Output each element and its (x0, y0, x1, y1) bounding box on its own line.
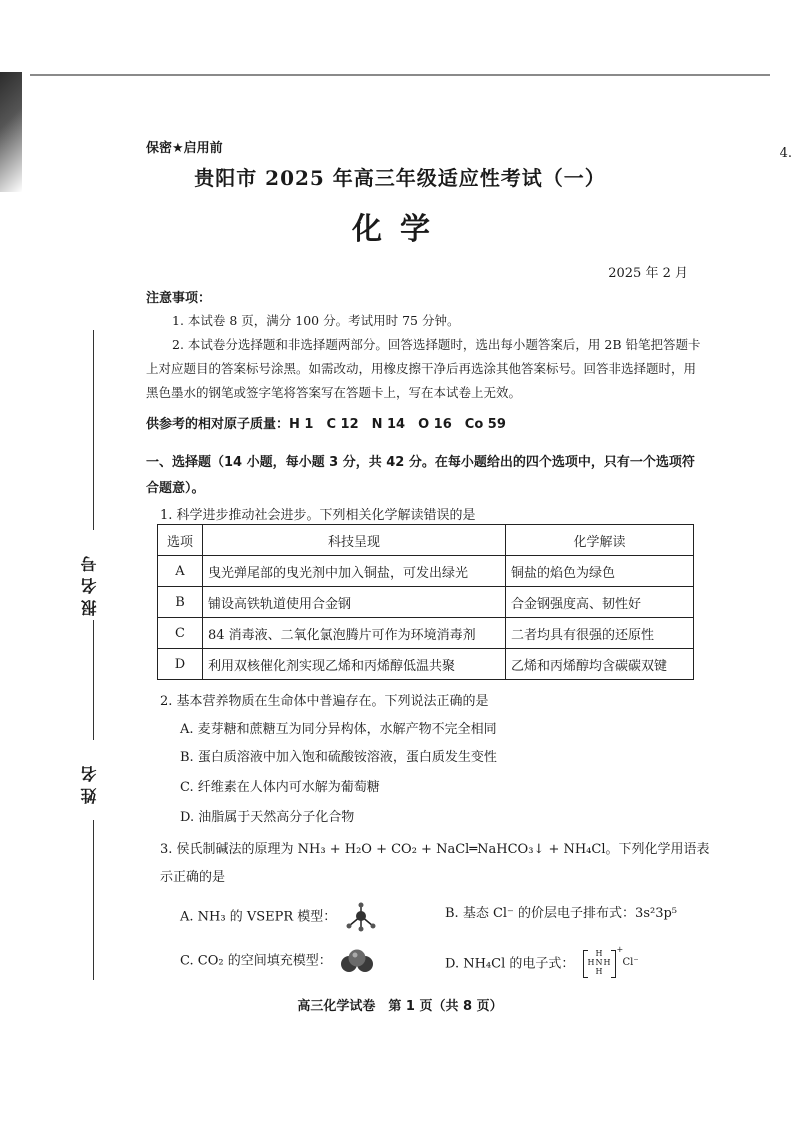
row-tech: 84 消毒液、二氧化氯泡腾片可作为环境消毒剂 (203, 618, 506, 649)
row-interpretation: 铜盐的焰色为绿色 (506, 556, 694, 587)
question-3-option-b: B. 基态 Cl⁻ 的价层电子排布式：3s²3p⁵ (445, 906, 678, 921)
atomic-masses: 供参考的相对原子质量：H 1 C 12 N 14 O 16 Co 59 (146, 417, 506, 432)
question-2-option-d: D. 油脂属于天然高分子化合物 (180, 810, 355, 825)
header-interpretation: 化学解读 (506, 525, 694, 556)
table-row (158, 587, 694, 618)
row-tech: 铺设高铁轨道使用合金钢 (203, 587, 506, 618)
row-tech: 利用双核催化剂实现乙烯和丙烯醇低温共聚 (203, 649, 506, 680)
subject-title: 化学 (352, 212, 448, 247)
note-item: 1. 本试卷 8 页，满分 100 分。考试用时 75 分钟。 (172, 313, 460, 328)
row-tech: 曳光弹尾部的曳光剂中加入铜盐，可发出绿光 (203, 556, 506, 587)
question-1-stem: 1. 科学进步推动社会进步。下列相关化学解读错误的是 (160, 508, 476, 523)
nitrogen: N (595, 958, 603, 967)
exam-number-label: 报名号 (80, 550, 99, 616)
option-d-text: D. NH₄Cl 的电子式： (445, 956, 575, 972)
row-option: B (158, 587, 203, 618)
question-2-option-b: B. 蛋白质溶液中加入饱和硫酸铵溶液，蛋白质发生变性 (180, 750, 497, 765)
electron-formula (583, 945, 649, 980)
option-c-text: C. CO₂ 的空间填充模型： (180, 953, 332, 969)
row-interpretation: 合金钢强度高、韧性好 (506, 587, 694, 618)
name-line-upper (93, 620, 94, 740)
row-interpretation: 二者均具有很强的还原性 (506, 618, 694, 649)
hydrogen-top: H (595, 949, 603, 958)
vsepr-model-icon (344, 902, 378, 932)
exam-number-line (93, 330, 94, 530)
header-option: 选项 (158, 525, 203, 556)
question-2-stem: 2. 基本营养物质在生命体中普遍存在。下列说法正确的是 (160, 694, 489, 709)
table-header-row (158, 525, 694, 556)
question-3-option-a (180, 902, 378, 932)
exam-date: 2025 年 2 月 (608, 266, 688, 281)
question-3-option-c (180, 948, 374, 974)
exam-title: 贵阳市 2025 年高三年级适应性考试（一） (194, 166, 606, 190)
option-a-text: A. NH₃ 的 VSEPR 模型： (180, 909, 337, 925)
table-row (158, 649, 694, 680)
question-2-option-a: A. 麦芽糖和蔗糖互为同分异构体，水解产物不完全相同 (180, 722, 497, 737)
notes-heading: 注意事项： (146, 291, 212, 306)
note-item: 2. 本试卷分选择题和非选择题两部分。回答选择题时，选出每小题答案后，用 2B 铅笔把答题卡上对应题目的答案标号涂黑。如需改动，用橡皮擦干净后再选涂其他答案标号。回答非选择题时，用黑色墨水的钢笔或签字笔将答案写在答题卡上，写在本试卷上无效。 (146, 337, 701, 400)
hydrogen-left: H (587, 958, 595, 967)
question-3-stem: 3. 侯氏制碱法的原理为 NH₃ + H₂O + CO₂ + NaCl═NaHCO₃↓ + NH₄Cl。下列化学用语表示正确的是 (160, 842, 710, 885)
notes-body (146, 309, 706, 405)
row-option: A (158, 556, 203, 587)
hydrogen-bottom: H (595, 967, 603, 976)
row-option: C (158, 618, 203, 649)
question-3-option-d (445, 945, 649, 980)
space-filling-model-icon (340, 948, 374, 974)
row-interpretation: 乙烯和丙烯醇均含碳碳双键 (506, 649, 694, 680)
header-tech: 科技呈现 (203, 525, 506, 556)
scan-edge (30, 74, 770, 76)
question-1-table (157, 524, 694, 680)
cation-charge: + (616, 945, 624, 954)
name-label: 姓名 (80, 760, 99, 804)
chloride-anion: Cl⁻ (622, 957, 639, 968)
table-row (158, 618, 694, 649)
page-footer: 高三化学试卷 第 1 页（共 8 页） (297, 999, 503, 1014)
section-heading: 一、选择题（14 小题，每小题 3 分，共 42 分。在每小题给出的四个选项中，只有一个选项符合题意）。 (146, 455, 695, 496)
question-2-option-c: C. 纤维素在人体内可水解为葡萄糖 (180, 780, 380, 795)
page-marker: 4. (779, 146, 792, 161)
hydrogen-right: H (603, 958, 611, 967)
table-row (158, 556, 694, 587)
name-line-lower (93, 820, 94, 980)
right-bracket (611, 950, 616, 978)
confidential-mark: 保密★启用前 (146, 141, 223, 156)
row-option: D (158, 649, 203, 680)
